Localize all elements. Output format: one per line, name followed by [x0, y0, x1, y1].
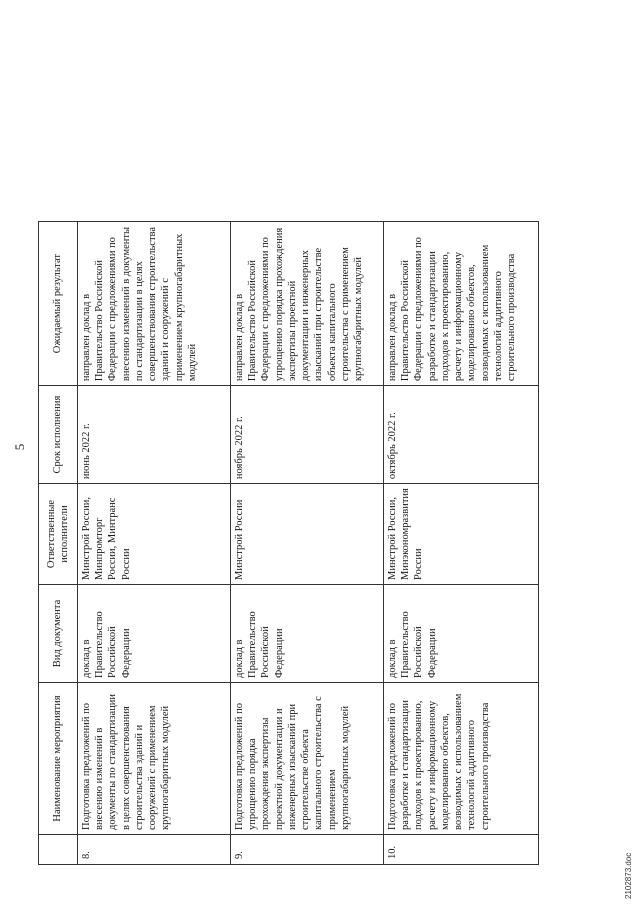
row-deadline: июнь 2022 г. — [78, 386, 231, 484]
table-row — [384, 222, 539, 865]
header-name: Наименование мероприятия — [39, 683, 78, 835]
row-deadline: ноябрь 2022 г. — [231, 386, 384, 484]
activities-table — [38, 221, 539, 865]
row-doc-type: доклад в Правительство Российской Федерации — [78, 585, 231, 683]
row-doc-type: доклад в Правительство Российской Федерации — [384, 585, 539, 683]
row-responsible: Минстрой России, Минэкономразвития России — [384, 484, 539, 585]
row-result: направлен доклад в Правительство Российской Федерации с предложениями по внесению изменений в документы по стандартизации в целях совершенствования строительства зданий и сооружений с применением крупногабаритных модулей — [78, 222, 231, 386]
table-header-row — [39, 222, 78, 865]
row-result: направлен доклад в Правительство Российской Федерации с предложениями по упрощению порядка прохождения экспертизы проектной документации и инженерных изысканий при строительстве объекта капитального строительства с применением крупногабаритных модулей — [231, 222, 384, 386]
row-name: Подготовка предложений по внесению изменений в документы по стандартизации в целях совершенствования строительства зданий и сооружений с применением крупногабаритных модулей — [78, 683, 231, 835]
row-responsible: Минстрой России, Минпромторг России, Минтранс России — [78, 484, 231, 585]
header-deadline: Срок исполнения — [39, 386, 78, 484]
document-id: 2102873.doc — [624, 852, 633, 899]
row-number: 9. — [231, 835, 384, 865]
row-number: 10. — [384, 835, 539, 865]
row-name: Подготовка предложений по разработке и стандартизации подходов к проектированию, расчету и информационному моделированию объектов, возводимых с использованием технологий аддитивного строительного производства — [384, 683, 539, 835]
row-doc-type: доклад в Правительство Российской Федерации — [231, 585, 384, 683]
table-row — [78, 222, 231, 865]
table-row — [231, 222, 384, 865]
header-result: Ожидаемый результат — [39, 222, 78, 386]
row-name: Подготовка предложений по упрощению порядка прохождения экспертизы проектной документации и инженерных изысканий при строительстве объекта капитального строительства с применением крупногабаритных модулей — [231, 683, 384, 835]
header-number — [39, 835, 78, 865]
row-responsible: Минстрой России — [231, 484, 384, 585]
page-number: 5 — [12, 443, 27, 451]
row-result: направлен доклад в Правительство Российской Федерации с предложениями по разработке и стандартизации подходов к проектированию, расчету и информационному моделированию объектов, возводимых с использованием технологий аддитивного строительного производства — [384, 222, 539, 386]
header-responsible: Ответственные исполнители — [39, 484, 78, 585]
header-doc-type: Вид документа — [39, 585, 78, 683]
row-number: 8. — [78, 835, 231, 865]
row-deadline: октябрь 2022 г. — [384, 386, 539, 484]
